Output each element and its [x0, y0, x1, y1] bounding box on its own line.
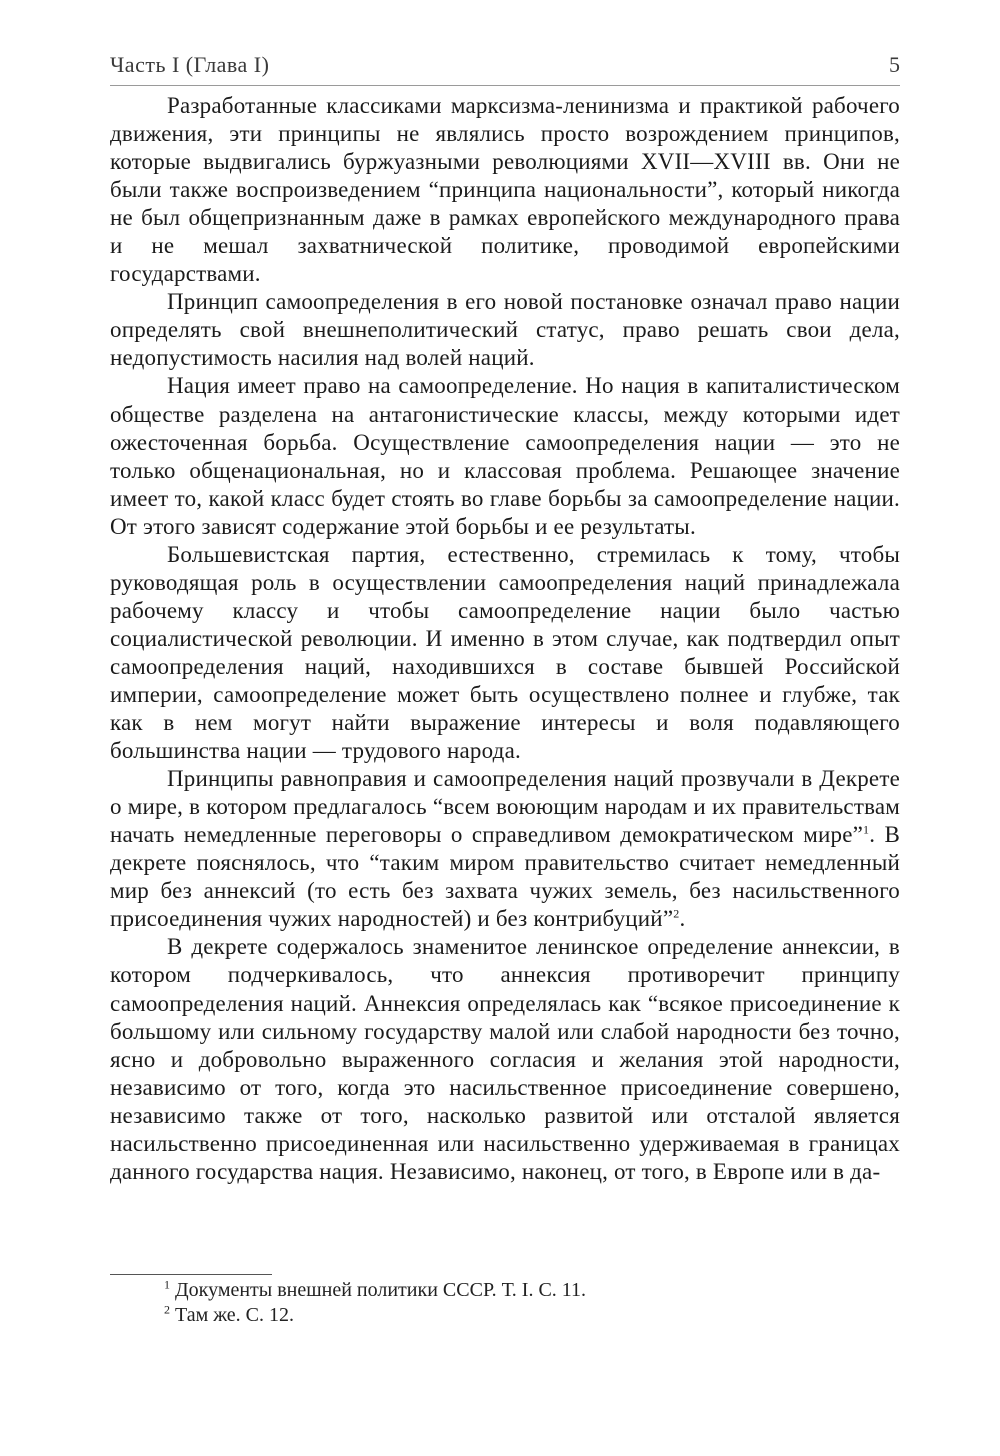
footnote-marker-1: 1: [164, 1277, 170, 1292]
footnote-rule: [110, 1274, 272, 1275]
paragraph-4: Большевистская партия, естественно, стремилась к тому, чтобы руководящая роль в осуществлении самоопределения наций принадлежала рабочему классу и чтобы самоопределение нации было частью социалистической революции. И именно в этом случае, как подтвердил опыт самоопределения наций, находившихся в составе бывшей Российской империи, самоопределение может быть осуществлено полнее и глубже, так как в нем могут найти выражение интересы и воля подавляющего большинства нации — трудового народа.: [110, 541, 900, 764]
page-number: 5: [889, 52, 900, 77]
paragraph-2: Принцип самоопределения в его новой постановке означал право нации определять свой внешнеполитический статус, право решать свои дела, недопустимость насилия над волей наций.: [110, 289, 900, 371]
footnote-ref-2[interactable]: 2: [673, 906, 680, 921]
running-title: Часть I (Глава I): [110, 52, 270, 77]
paragraph-5: [110, 765, 900, 933]
footnote-text-1: Документы внешней политики СССР. Т. I. С. 11.: [170, 1279, 587, 1301]
footnote-marker-2: 2: [164, 1302, 170, 1317]
running-head: [110, 46, 900, 86]
paragraph-3: Нация имеет право на самоопределение. Но нация в капиталистическом обществе разделена на антагонистические классы, между которыми идет ожесточенная борьба. Осуществление самоопределения нации — это не только общенациональная, но и классовая проблема. Решающее значение имеет то, какой класс будет стоять во главе борьбы за самоопределение нации. От этого зависят содержание этой борьбы и ее результаты.: [110, 373, 900, 539]
footnote-text-2: Там же. С. 12.: [170, 1304, 295, 1326]
body-text: [110, 92, 900, 1186]
paragraph-5-part-a: Принципы равноправия и самоопределения наций прозвучали в Декрете о мире, в котором предлагалось “всем воюющим народам и их правительствам начать немедленные переговоры о справедливом демократическом мире”: [110, 766, 900, 848]
paragraph-5-part-b: . В декрете пояснялось, что “таким миром правительство считает немедленный мир без аннексий (то есть без захвата чужих земель, без насильственного присоединения чужих народностей) и без контрибуций”: [110, 822, 900, 932]
footnotes: [164, 1278, 864, 1328]
footnote-1: [164, 1278, 864, 1303]
paragraph-5-part-c: .: [679, 906, 686, 932]
paragraph-6: В декрете содержалось знаменитое ленинское определение аннексии, в котором подчеркивалось, что аннексия противоречит принципу самоопределения наций. Аннексия определялась как “всякое присоединение к большому или сильному государству малой или слабой народности без точно, ясно и добровольно выраженного согласия и желания этой народности, независимо от того, когда это насильственное присоединение совершено, независимо также от того, насколько развитой или отсталой является насильственно присоединенная или насильственно удерживаемая в границах данного государства нация. Независимо, наконец, от того, в Европе или в да-: [110, 934, 900, 1184]
paragraph-1: Разработанные классиками марксизма-ленинизма и практикой рабочего движения, эти принципы не являлись просто возрождением принципов, которые выдвигались буржуазными революциями XVII—XVIII вв. Они не были также воспроизведением “принципа национальности”, который никогда не был общепризнанным даже в рамках европейского международного права и не мешал захватнической политике, проводимой европейскими государствами.: [110, 93, 900, 287]
footnote-2: [164, 1303, 864, 1328]
footnote-ref-1[interactable]: 1: [863, 822, 870, 837]
header-rule: [110, 85, 900, 86]
